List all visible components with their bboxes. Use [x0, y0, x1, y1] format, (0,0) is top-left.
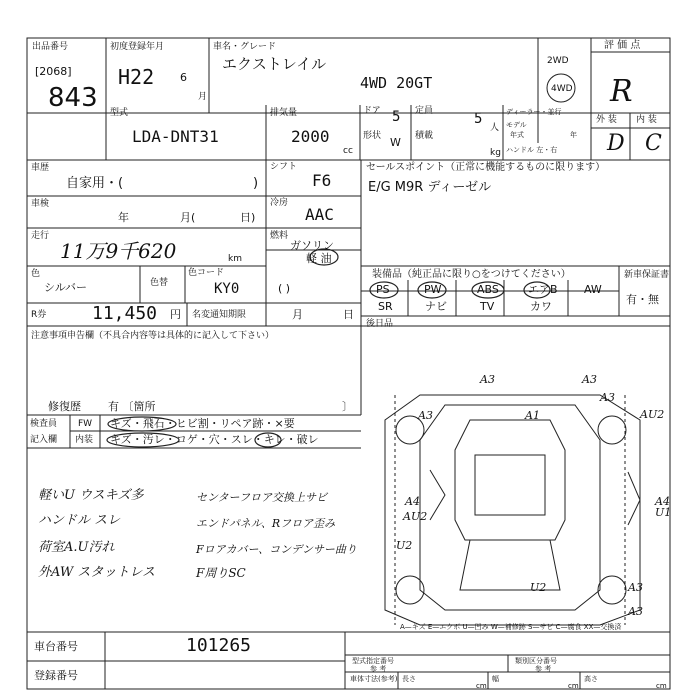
capacity-value: 5	[474, 111, 483, 127]
footer-model-label: 型式指定番号	[352, 657, 394, 665]
color-label: 色	[31, 269, 41, 279]
equip-ps: PS	[376, 283, 390, 296]
equip-sr: SR	[378, 300, 393, 313]
transfer-month: 月	[292, 308, 303, 321]
mark-u2-bottom: U2	[530, 581, 547, 594]
model-label: 型式	[110, 108, 129, 118]
note-right-1: センターフロア交換上サビ	[196, 491, 328, 504]
footer-unit-2: cm	[568, 682, 579, 690]
registration-label: 登録番号	[34, 669, 78, 682]
mark-u1: U1	[655, 506, 672, 519]
first-reg-month: 6	[180, 71, 187, 84]
aircon-label: 冷房	[270, 198, 289, 208]
mark-a3-left: A3	[418, 409, 433, 422]
transfer-label: 名変通知期限	[192, 310, 247, 320]
note-right-4: F周りSC	[196, 566, 246, 580]
mileage-label: 走行	[31, 231, 50, 241]
inspection-year: 年	[118, 211, 129, 224]
footer-height: 高さ	[584, 675, 598, 683]
recycle-unit: 円	[170, 308, 181, 321]
equip-pw: PW	[424, 283, 442, 296]
fuel-diesel: 軽 油	[306, 252, 332, 265]
fuel-label: 燃料	[270, 231, 289, 241]
recycle-label: R券	[31, 310, 47, 320]
first-reg-label: 初度登録年月	[110, 42, 165, 52]
note-right-2: エンドパネル、Rフロア歪み	[196, 517, 336, 530]
shift-label: シフト	[270, 162, 298, 172]
mark-a3-bottom: A3	[628, 605, 643, 618]
mileage-unit: km	[228, 254, 242, 264]
lot-number: 843	[48, 83, 98, 113]
color-code-label: 色コード	[188, 268, 225, 278]
equip-leather: カワ	[530, 300, 552, 313]
shift-value: F6	[312, 171, 332, 190]
fuel-paren: ( )	[278, 282, 291, 295]
footer-unit-1: cm	[476, 682, 487, 690]
notes-label: 注意事項申告欄（不具合内容等は具体的に記入して下さい）	[31, 331, 275, 341]
footer-size-label: 車体寸法(参考)	[350, 675, 398, 683]
mark-a3-bottom-right: A3	[628, 581, 643, 594]
displacement-unit: cc	[343, 146, 353, 156]
drive-4wd: 4WD	[551, 84, 573, 94]
history-value: 自家用・(	[66, 176, 124, 191]
fw-label: FW	[78, 419, 93, 429]
equip-navi: ナビ	[425, 300, 447, 313]
first-reg-era: H22	[118, 65, 155, 89]
note-right-3: Fロアカバー、コンデンサー曲り	[196, 543, 357, 556]
aircon-value: AAC	[305, 205, 334, 224]
inspector-label: 検査員	[30, 419, 58, 429]
mileage-value: 11万9千620	[60, 239, 177, 263]
car-grade: 4WD 20GT	[360, 74, 433, 92]
capacity-unit: 人	[490, 123, 500, 133]
mark-a3-top-right: A3	[582, 373, 597, 386]
note-left-4: 外AW スタットレス	[38, 565, 155, 580]
doors-label: ドア	[363, 106, 381, 116]
equipment-label: 装備品（純正品に限り○をつけてください）	[372, 269, 571, 280]
repair-value: 有 〔箇所	[108, 400, 156, 413]
mark-a3-right: A3	[600, 391, 615, 404]
score-ext-value: D	[607, 131, 625, 156]
footer-ref1: 参 考	[370, 665, 387, 673]
note-left-3: 荷室A.U汚れ	[38, 540, 115, 555]
footer-width: 幅	[492, 675, 499, 683]
mark-a1: A1	[525, 409, 540, 422]
displacement-value: 2000	[291, 127, 330, 146]
capacity-label: 定員	[415, 106, 434, 116]
entry-label: 記入欄	[30, 435, 58, 445]
fuel-gasoline: ガソリン	[290, 239, 334, 252]
warranty-value: 有・無	[626, 293, 659, 306]
repair-label: 修復歴	[48, 400, 81, 413]
footer-length: 長さ	[402, 675, 416, 683]
note-left-1: 軽いU ウスキズ多	[38, 488, 144, 503]
car-label: 車名・グレード	[213, 42, 277, 52]
inspection-day: 日)	[240, 211, 256, 224]
car-name: エクストレイル	[222, 55, 327, 73]
warranty-label: 新車保証書	[624, 270, 670, 280]
score-label: 評 価 点	[604, 40, 641, 51]
ext-items: キズ・飛石・ヒビ割・リペア跡・×要	[110, 417, 295, 430]
color-value: シルバー	[44, 281, 87, 294]
equip-tv: TV	[480, 300, 495, 313]
sales-points-label: セールスポイント（正常に機能するものに限ります）	[366, 162, 606, 173]
int-items: キズ・汚レ・コゲ・穴・スレ・キレ・破レ	[110, 433, 319, 446]
inspection-month: 月(	[180, 211, 196, 224]
mark-a4-left: A4	[405, 495, 420, 508]
score-int-value: C	[645, 131, 662, 156]
color-code-value: KY0	[214, 281, 240, 297]
dealer-label: ディーラー・並行	[506, 108, 562, 116]
load-unit: kg	[490, 148, 501, 158]
chassis-value: 101265	[186, 635, 252, 656]
transfer-day: 日	[343, 308, 354, 321]
shape-value: W	[390, 136, 401, 149]
mark-u2-left: U2	[396, 539, 413, 552]
score-value: R	[610, 74, 633, 109]
footer-class-label: 類別区分番号	[515, 657, 557, 665]
recycle-value: 11,450	[92, 303, 158, 324]
equip-abs: ABS	[477, 283, 499, 296]
sales-points-value: E/G M9R ディーゼル	[368, 180, 492, 195]
color-change-label: 色替	[150, 278, 169, 288]
doors-value: 5	[392, 109, 401, 125]
score-ext-label: 外 装	[596, 115, 617, 125]
first-reg-month-unit: 月	[198, 92, 208, 102]
lot-label: 出品番号	[32, 42, 69, 52]
history-label: 車歴	[31, 163, 50, 173]
dealer-year-unit: 年	[570, 131, 577, 139]
displacement-label: 排気量	[270, 108, 298, 118]
mark-au2-top: AU2	[640, 408, 665, 421]
model-value: LDA-DNT31	[132, 127, 219, 146]
footer-ref2: 参 考	[535, 665, 552, 673]
equip-airbag: エアB	[528, 283, 558, 296]
mark-a4-right: A4	[655, 495, 670, 508]
footer-unit-3: cm	[656, 682, 667, 690]
aftermarket-label: 後日品	[366, 319, 394, 329]
dealer-year-label: 年式	[510, 131, 524, 139]
chassis-label: 車台番号	[34, 640, 78, 653]
diagram-legend: A—キズ E—エクボ U—凹み W—補修跡 S—サビ C—腐食 XX—交換済	[400, 623, 622, 631]
repair-close: 〕	[342, 400, 353, 413]
load-label: 積載	[415, 131, 434, 141]
score-int-label: 内 装	[636, 115, 657, 125]
int-label: 内装	[75, 435, 94, 445]
drive-2wd: 2WD	[547, 56, 569, 66]
mark-au2-left: AU2	[403, 510, 428, 523]
inspection-label: 車検	[31, 199, 50, 209]
handle-label: ハンドル 左・右	[506, 146, 558, 154]
note-left-2: ハンドル スレ	[38, 513, 121, 528]
shape-label: 形状	[363, 131, 382, 141]
mark-a3-top-left: A3	[480, 373, 495, 386]
dealer-model-label: モデル	[506, 121, 527, 129]
history-close: )	[253, 176, 259, 191]
equip-aw: AW	[584, 283, 602, 296]
lot-code: [2068]	[35, 65, 72, 78]
